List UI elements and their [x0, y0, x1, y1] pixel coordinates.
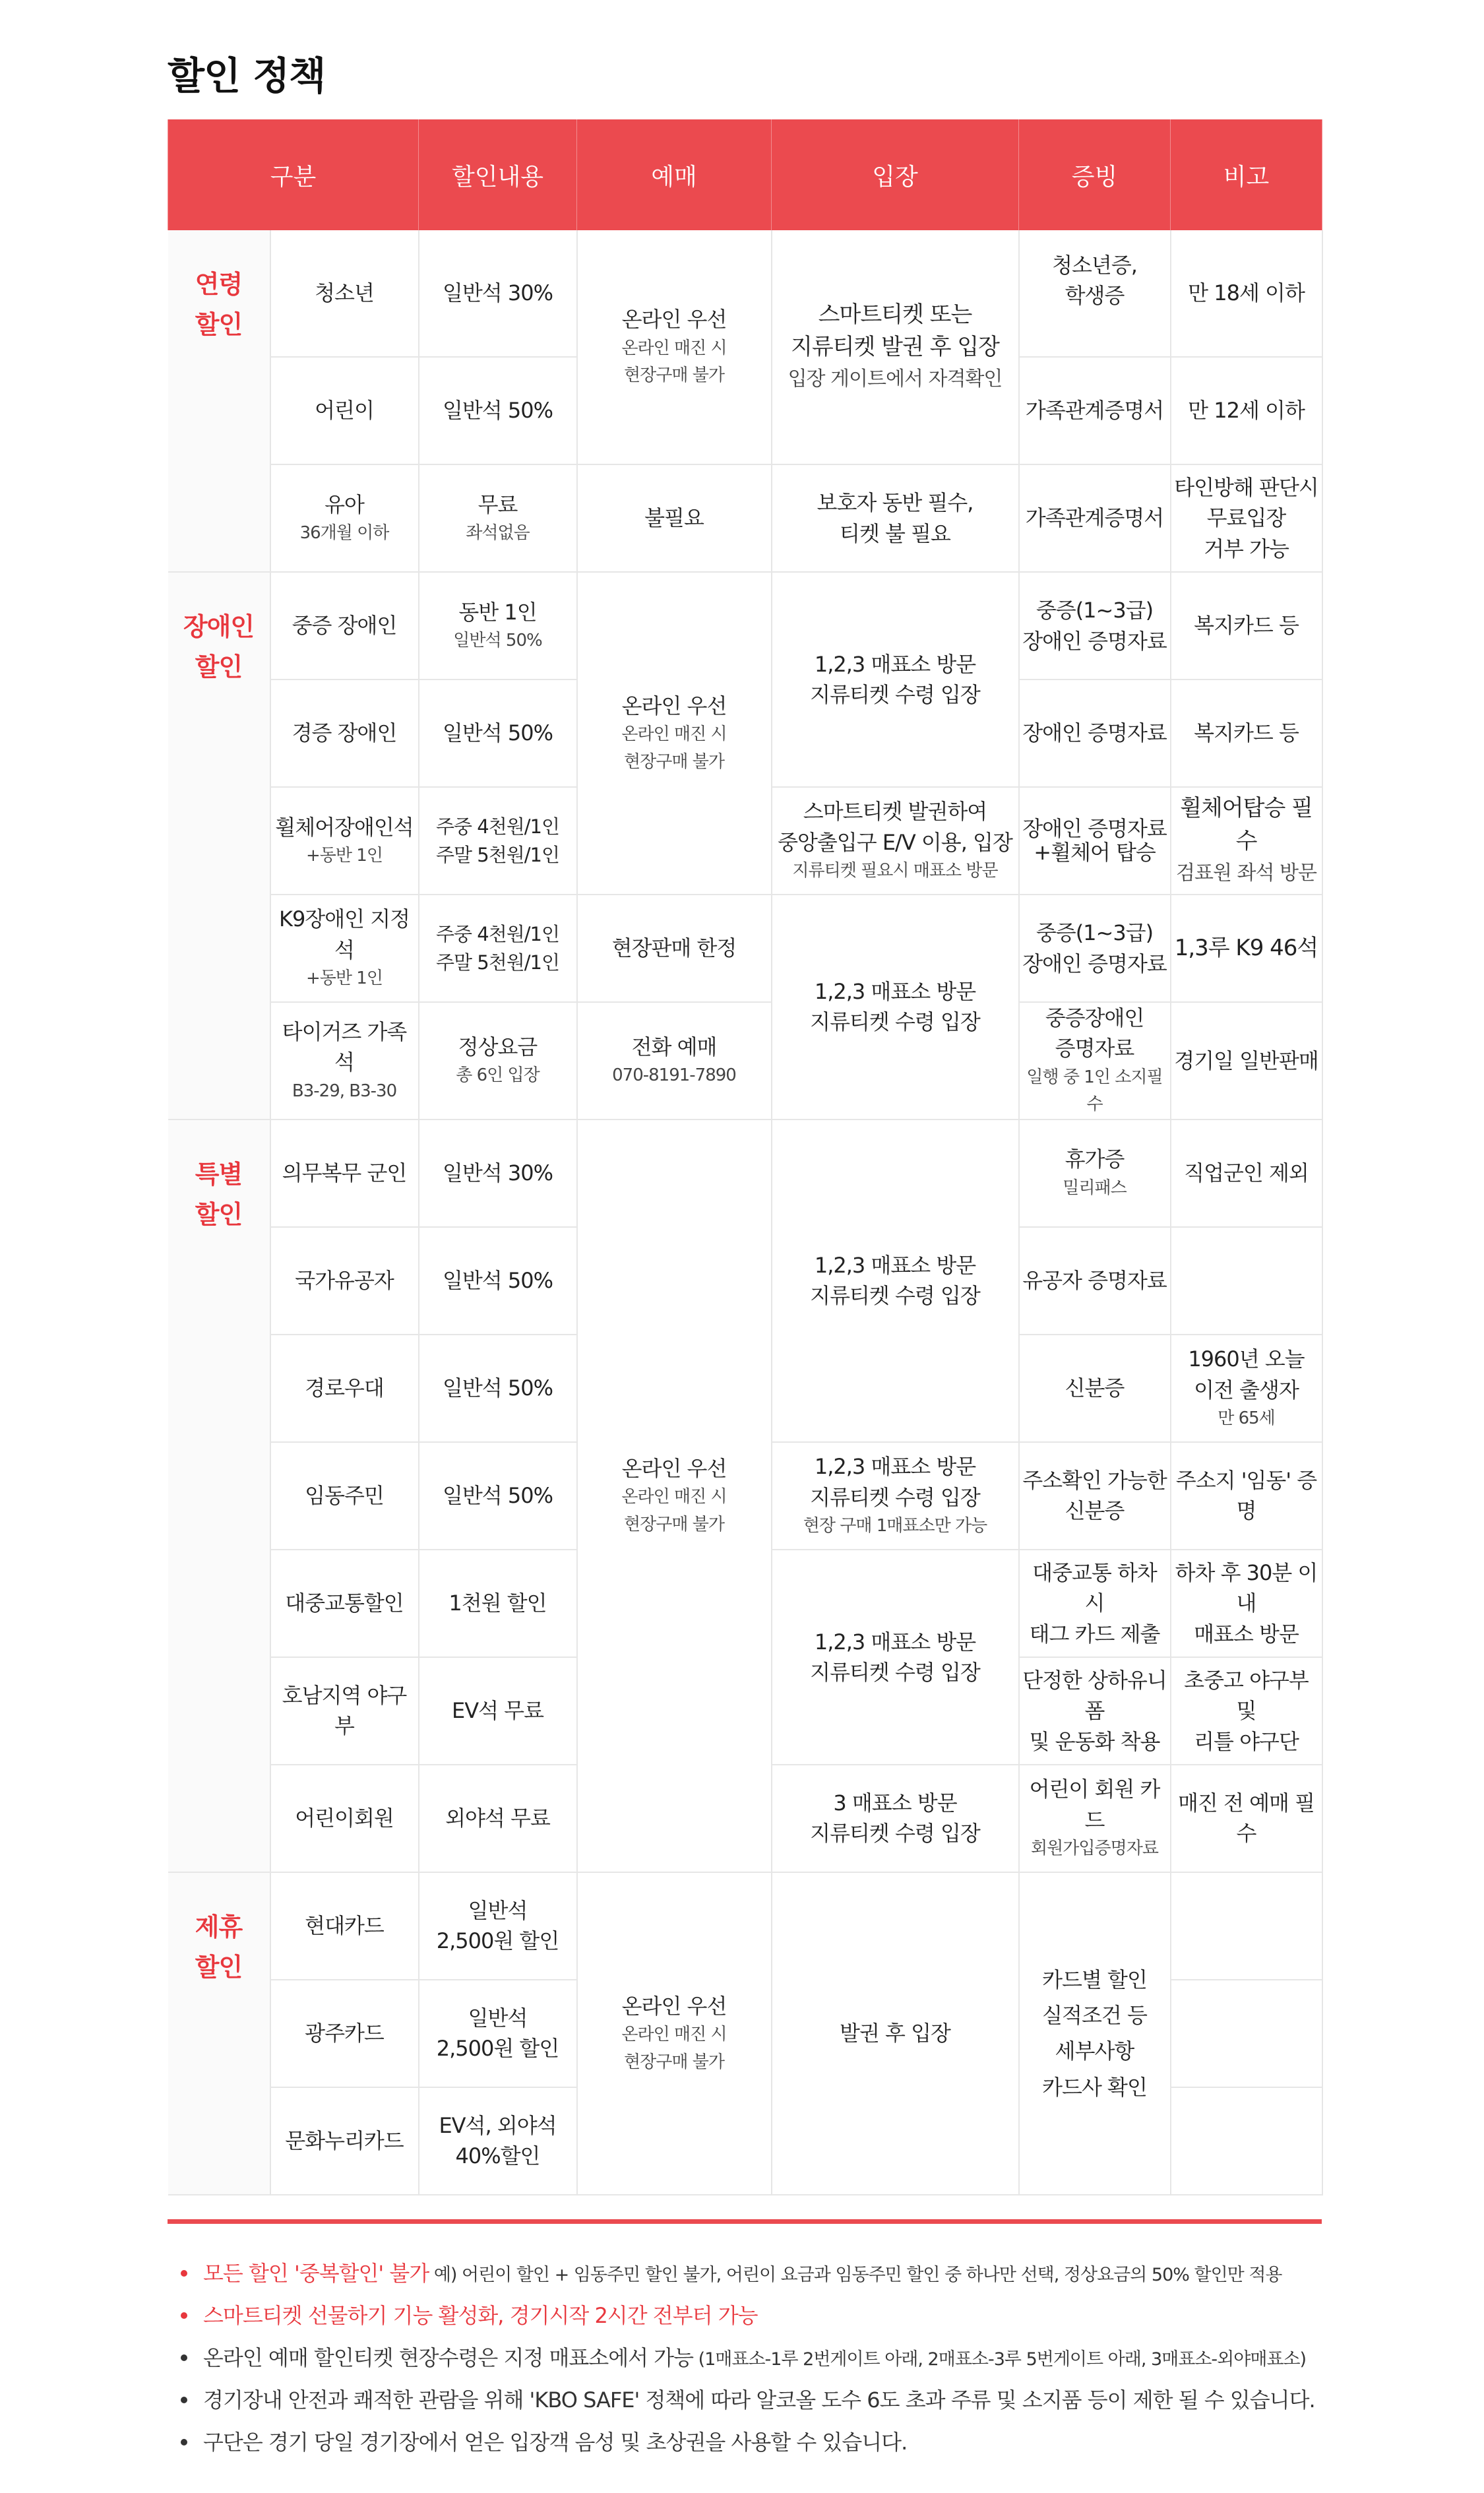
- row-name: K9장애인 지정석: [278, 906, 410, 962]
- category-special: 특별 할인: [168, 1120, 270, 1872]
- table-row: [168, 1872, 1322, 1980]
- row-discount: 주중 4천원/1인 주말 5천원/1인: [419, 895, 577, 1002]
- row-note: 휠체어탑승 필수: [1180, 795, 1313, 854]
- note-item: [177, 2337, 1338, 2379]
- row-proof: 청소년증, 학생증: [1019, 230, 1171, 357]
- category-age: 연령 할인: [168, 230, 270, 572]
- table-row: [168, 572, 1322, 679]
- table-row: [168, 1002, 1322, 1120]
- entry-cell: 발권 후 입장: [772, 1872, 1019, 2195]
- row-name: 어린이회원: [270, 1765, 419, 1872]
- row-name: 문화누리카드: [270, 2087, 419, 2195]
- row-booking-sub: 070-8191-7890: [612, 1065, 736, 1086]
- row-discount: 일반석 50%: [419, 1227, 577, 1335]
- row-name: 광주카드: [270, 1980, 419, 2087]
- row-entry: 1,2,3 매표소 방문 지류티켓 수령 입장: [810, 1454, 980, 1510]
- row-note: 타인방해 판단시 무료입장 거부 가능: [1171, 464, 1322, 572]
- row-note: [1171, 1227, 1322, 1335]
- row-name: 청소년: [270, 230, 419, 357]
- bullet-icon: [181, 2439, 187, 2446]
- row-note-sub: 검표원 좌석 방문: [1176, 861, 1316, 885]
- row-discount: EV석 무료: [419, 1657, 577, 1765]
- row-note: 복지카드 등: [1171, 572, 1322, 679]
- booking-sub: 온라인 매진 시 현장구매 불가: [621, 338, 727, 386]
- bullet-icon: [181, 2312, 187, 2319]
- entry-cell: [772, 230, 1019, 464]
- row-name: 어린이: [270, 357, 419, 464]
- row-note: 직업군인 제외: [1171, 1120, 1322, 1227]
- row-entry: 스마트티켓 발권하여 중앙출입구 E/V 이용, 입장: [778, 799, 1012, 855]
- booking-sub: 온라인 매진 시 현장구매 불가: [621, 1487, 727, 1534]
- category-partner: 제휴 할인: [168, 1872, 270, 2195]
- row-proof-cell: [1019, 1120, 1171, 1227]
- booking-sub: 온라인 매진 시 현장구매 불가: [621, 724, 727, 772]
- row-discount: EV석, 외야석 40%할인: [419, 2087, 577, 2195]
- table-row: [168, 230, 1322, 357]
- row-discount: 무료: [478, 491, 518, 517]
- row-proof: 장애인 증명자료: [1019, 679, 1171, 787]
- row-note-cell: [1171, 787, 1322, 895]
- booking-cell: [577, 230, 772, 464]
- row-discount: 일반석 50%: [419, 357, 577, 464]
- note-detail: (1매표소-1루 2번게이트 아래, 2매표소-3루 5번게이트 아래, 3매표소-외야매표소): [693, 2349, 1307, 2370]
- category-disabled: 장애인 할인: [168, 572, 270, 1120]
- booking-cell: [577, 572, 772, 895]
- row-entry-sub: 지류티켓 필요시 매표소 방문: [792, 861, 998, 881]
- booking-main: 온라인 우선: [621, 693, 727, 718]
- row-name: 임동주민: [270, 1442, 419, 1550]
- table-header-row: [168, 119, 1322, 230]
- row-discount: 일반석 50%: [419, 1442, 577, 1550]
- row-note: 복지카드 등: [1171, 679, 1322, 787]
- row-proof: 중증(1~3급) 장애인 증명자료: [1019, 895, 1171, 1002]
- row-proof: 유공자 증명자료: [1019, 1227, 1171, 1335]
- row-note: 초중고 야구부 및 리틀 야구단: [1171, 1657, 1322, 1765]
- row-booking-cell: [577, 1002, 772, 1120]
- row-note: [1171, 2087, 1322, 2195]
- row-name: 의무복무 군인: [270, 1120, 419, 1227]
- header-entry: 입장: [772, 119, 1019, 230]
- row-proof: 중증장애인 증명자료: [1045, 1005, 1144, 1061]
- row-note-cell: [1171, 1335, 1322, 1442]
- row-note: [1171, 1872, 1322, 1980]
- row-discount-cell: [419, 1002, 577, 1120]
- row-discount-cell: [419, 572, 577, 679]
- row-discount: 일반석 30%: [419, 230, 577, 357]
- row-note: 주소지 '임동' 증명: [1171, 1442, 1322, 1550]
- row-name: 경로우대: [270, 1335, 419, 1442]
- note-item: [177, 2294, 1338, 2337]
- row-discount-cell: [419, 464, 577, 572]
- row-discount: 외야석 무료: [419, 1765, 577, 1872]
- row-booking: 현장판매 한정: [577, 895, 772, 1002]
- row-name: 중증 장애인: [270, 572, 419, 679]
- row-entry-cell: [772, 1442, 1019, 1550]
- row-name: 타이거즈 가족석: [282, 1019, 407, 1075]
- row-booking: 전화 예매: [631, 1034, 717, 1059]
- row-note: 1960년 오늘 이전 출생자: [1188, 1346, 1305, 1403]
- row-name-sub: +동반 1인: [306, 845, 383, 866]
- note-main: 온라인 예매 할인티켓 현장수령은 지정 매표소에서 가능: [203, 2345, 694, 2370]
- proof-cell: 카드별 할인 실적조건 등 세부사항 카드사 확인: [1019, 1872, 1171, 2195]
- row-name-sub: +동반 1인: [306, 968, 383, 989]
- row-proof: 어린이 회원 카드: [1029, 1777, 1160, 1833]
- table-bottom-divider: [168, 2219, 1322, 2224]
- row-entry-sub: 현장 구매 1매표소만 가능: [803, 1516, 987, 1536]
- row-discount: 동반 1인: [458, 599, 537, 625]
- note-item: [177, 2379, 1338, 2421]
- booking-main: 온라인 우선: [621, 1993, 727, 2019]
- row-proof-cell: [1019, 1002, 1171, 1120]
- row-proof: 중증(1~3급) 장애인 증명자료: [1019, 572, 1171, 679]
- header-proof: 증빙: [1019, 119, 1171, 230]
- note-item: [177, 2252, 1338, 2294]
- row-name: 유아: [325, 491, 364, 517]
- row-entry: 보호자 동반 필수, 티켓 불 필요: [772, 464, 1019, 572]
- table-row: [168, 895, 1322, 1002]
- row-proof: 가족관계증명서: [1019, 464, 1171, 572]
- row-discount: 정상요금: [458, 1034, 538, 1059]
- page-title: 할인 정책: [168, 53, 326, 98]
- row-proof: 주소확인 가능한 신분증: [1019, 1442, 1171, 1550]
- row-entry-cell: [772, 787, 1019, 895]
- row-name-cell: [270, 895, 419, 1002]
- booking-cell: [577, 1120, 772, 1872]
- bullet-icon: [181, 2397, 187, 2403]
- note-detail: 예) 어린이 할인 + 임동주민 할인 불가, 어린이 요금과 임동주민 할인 중 하나만 선택, 정상요금의 50% 할인만 적용: [429, 2265, 1282, 2285]
- note-item: [177, 2421, 1338, 2463]
- row-name-sub: 36개월 이하: [299, 522, 389, 543]
- row-discount: 일반석 2,500원 할인: [419, 1980, 577, 2087]
- row-name: 현대카드: [270, 1872, 419, 1980]
- header-discount: 할인내용: [419, 119, 577, 230]
- row-name: 대중교통할인: [270, 1550, 419, 1657]
- row-note: 매진 전 예매 필수: [1171, 1765, 1322, 1872]
- row-note-sub: 만 65세: [1218, 1408, 1275, 1429]
- entry-sub: 입장 게이트에서 자격확인: [788, 367, 1003, 391]
- row-proof-sub: 밀리패스: [1063, 1178, 1127, 1198]
- row-name-cell: [270, 1002, 419, 1120]
- row-discount: 1천원 할인: [419, 1550, 577, 1657]
- row-discount-sub: 일반석 50%: [453, 630, 542, 650]
- note-main: 스마트티켓 선물하기 기능 활성화, 경기시작 2시간 전부터 가능: [203, 2303, 758, 2328]
- row-proof-sub: 일행 중 1인 소지필수: [1026, 1067, 1163, 1115]
- row-entry: 3 매표소 방문 지류티켓 수령 입장: [772, 1765, 1019, 1872]
- row-discount: 일반석 30%: [419, 1120, 577, 1227]
- row-note: 만 18세 이하: [1171, 230, 1322, 357]
- row-note: [1171, 1980, 1322, 2087]
- header-category: 구분: [168, 119, 419, 230]
- header-booking: 예매: [577, 119, 772, 230]
- booking-sub: 온라인 매진 시 현장구매 불가: [621, 2025, 727, 2072]
- row-proof: 가족관계증명서: [1019, 357, 1171, 464]
- row-discount: 일반석 50%: [419, 1335, 577, 1442]
- entry-cell: 1,2,3 매표소 방문 지류티켓 수령 입장: [772, 1550, 1019, 1765]
- bullet-icon: [181, 2270, 187, 2277]
- row-proof: 단정한 상하유니폼 및 운동화 착용: [1019, 1657, 1171, 1765]
- row-discount: 일반석 2,500원 할인: [419, 1872, 577, 1980]
- row-proof: 장애인 증명자료 +휠체어 탑승: [1019, 787, 1171, 895]
- row-name-cell: [270, 787, 419, 895]
- row-name-sub: B3-29, B3-30: [292, 1081, 397, 1101]
- row-proof: 휴가증: [1065, 1147, 1125, 1172]
- note-main: 모든 할인 '중복할인' 불가: [203, 2261, 429, 2286]
- table-row: [168, 464, 1322, 572]
- booking-main: 온라인 우선: [621, 1455, 727, 1481]
- entry-cell: 1,2,3 매표소 방문 지류티켓 수령 입장: [772, 895, 1019, 1120]
- bullet-icon: [181, 2354, 187, 2361]
- row-note: 하차 후 30분 이내 매표소 방문: [1171, 1550, 1322, 1657]
- entry-main: 스마트티켓 또는 지류티켓 발권 후 입장: [790, 301, 1000, 360]
- row-name: 휠체어장애인석: [275, 814, 414, 840]
- row-proof-sub: 회원가입증명자료: [1031, 1839, 1158, 1859]
- discount-policy-table: [168, 119, 1323, 2195]
- note-main: 구단은 경기 당일 경기장에서 얻은 입장객 음성 및 초상권을 사용할 수 있습니다.: [203, 2430, 908, 2455]
- entry-cell: 1,2,3 매표소 방문 지류티켓 수령 입장: [772, 572, 1019, 787]
- notes-list: [177, 2252, 1338, 2463]
- header-note: 비고: [1171, 119, 1322, 230]
- row-proof: 신분증: [1019, 1335, 1171, 1442]
- row-note: 1,3루 K9 46석: [1171, 895, 1322, 1002]
- row-name: 호남지역 야구부: [270, 1657, 419, 1765]
- row-discount: 주중 4천원/1인 주말 5천원/1인: [419, 787, 577, 895]
- row-note: 경기일 일반판매: [1171, 1002, 1322, 1120]
- booking-main: 온라인 우선: [621, 307, 727, 332]
- booking-cell: [577, 1872, 772, 2195]
- row-name: 경증 장애인: [270, 679, 419, 787]
- row-discount-sub: 총 6인 입장: [456, 1065, 540, 1086]
- table-row: [168, 1120, 1322, 1227]
- row-name: 국가유공자: [270, 1227, 419, 1335]
- row-booking: 불필요: [577, 464, 772, 572]
- row-note: 만 12세 이하: [1171, 357, 1322, 464]
- row-name-cell: [270, 464, 419, 572]
- note-main: 경기장내 안전과 쾌적한 관람을 위해 'KBO SAFE' 정책에 따라 알코올 도수 6도 초과 주류 및 소지품 등이 제한 될 수 있습니다.: [203, 2387, 1315, 2413]
- entry-cell: 1,2,3 매표소 방문 지류티켓 수령 입장: [772, 1120, 1019, 1442]
- row-discount-sub: 좌석없음: [466, 522, 530, 543]
- row-proof-cell: [1019, 1765, 1171, 1872]
- row-proof: 대중교통 하차 시 태그 카드 제출: [1019, 1550, 1171, 1657]
- row-discount: 일반석 50%: [419, 679, 577, 787]
